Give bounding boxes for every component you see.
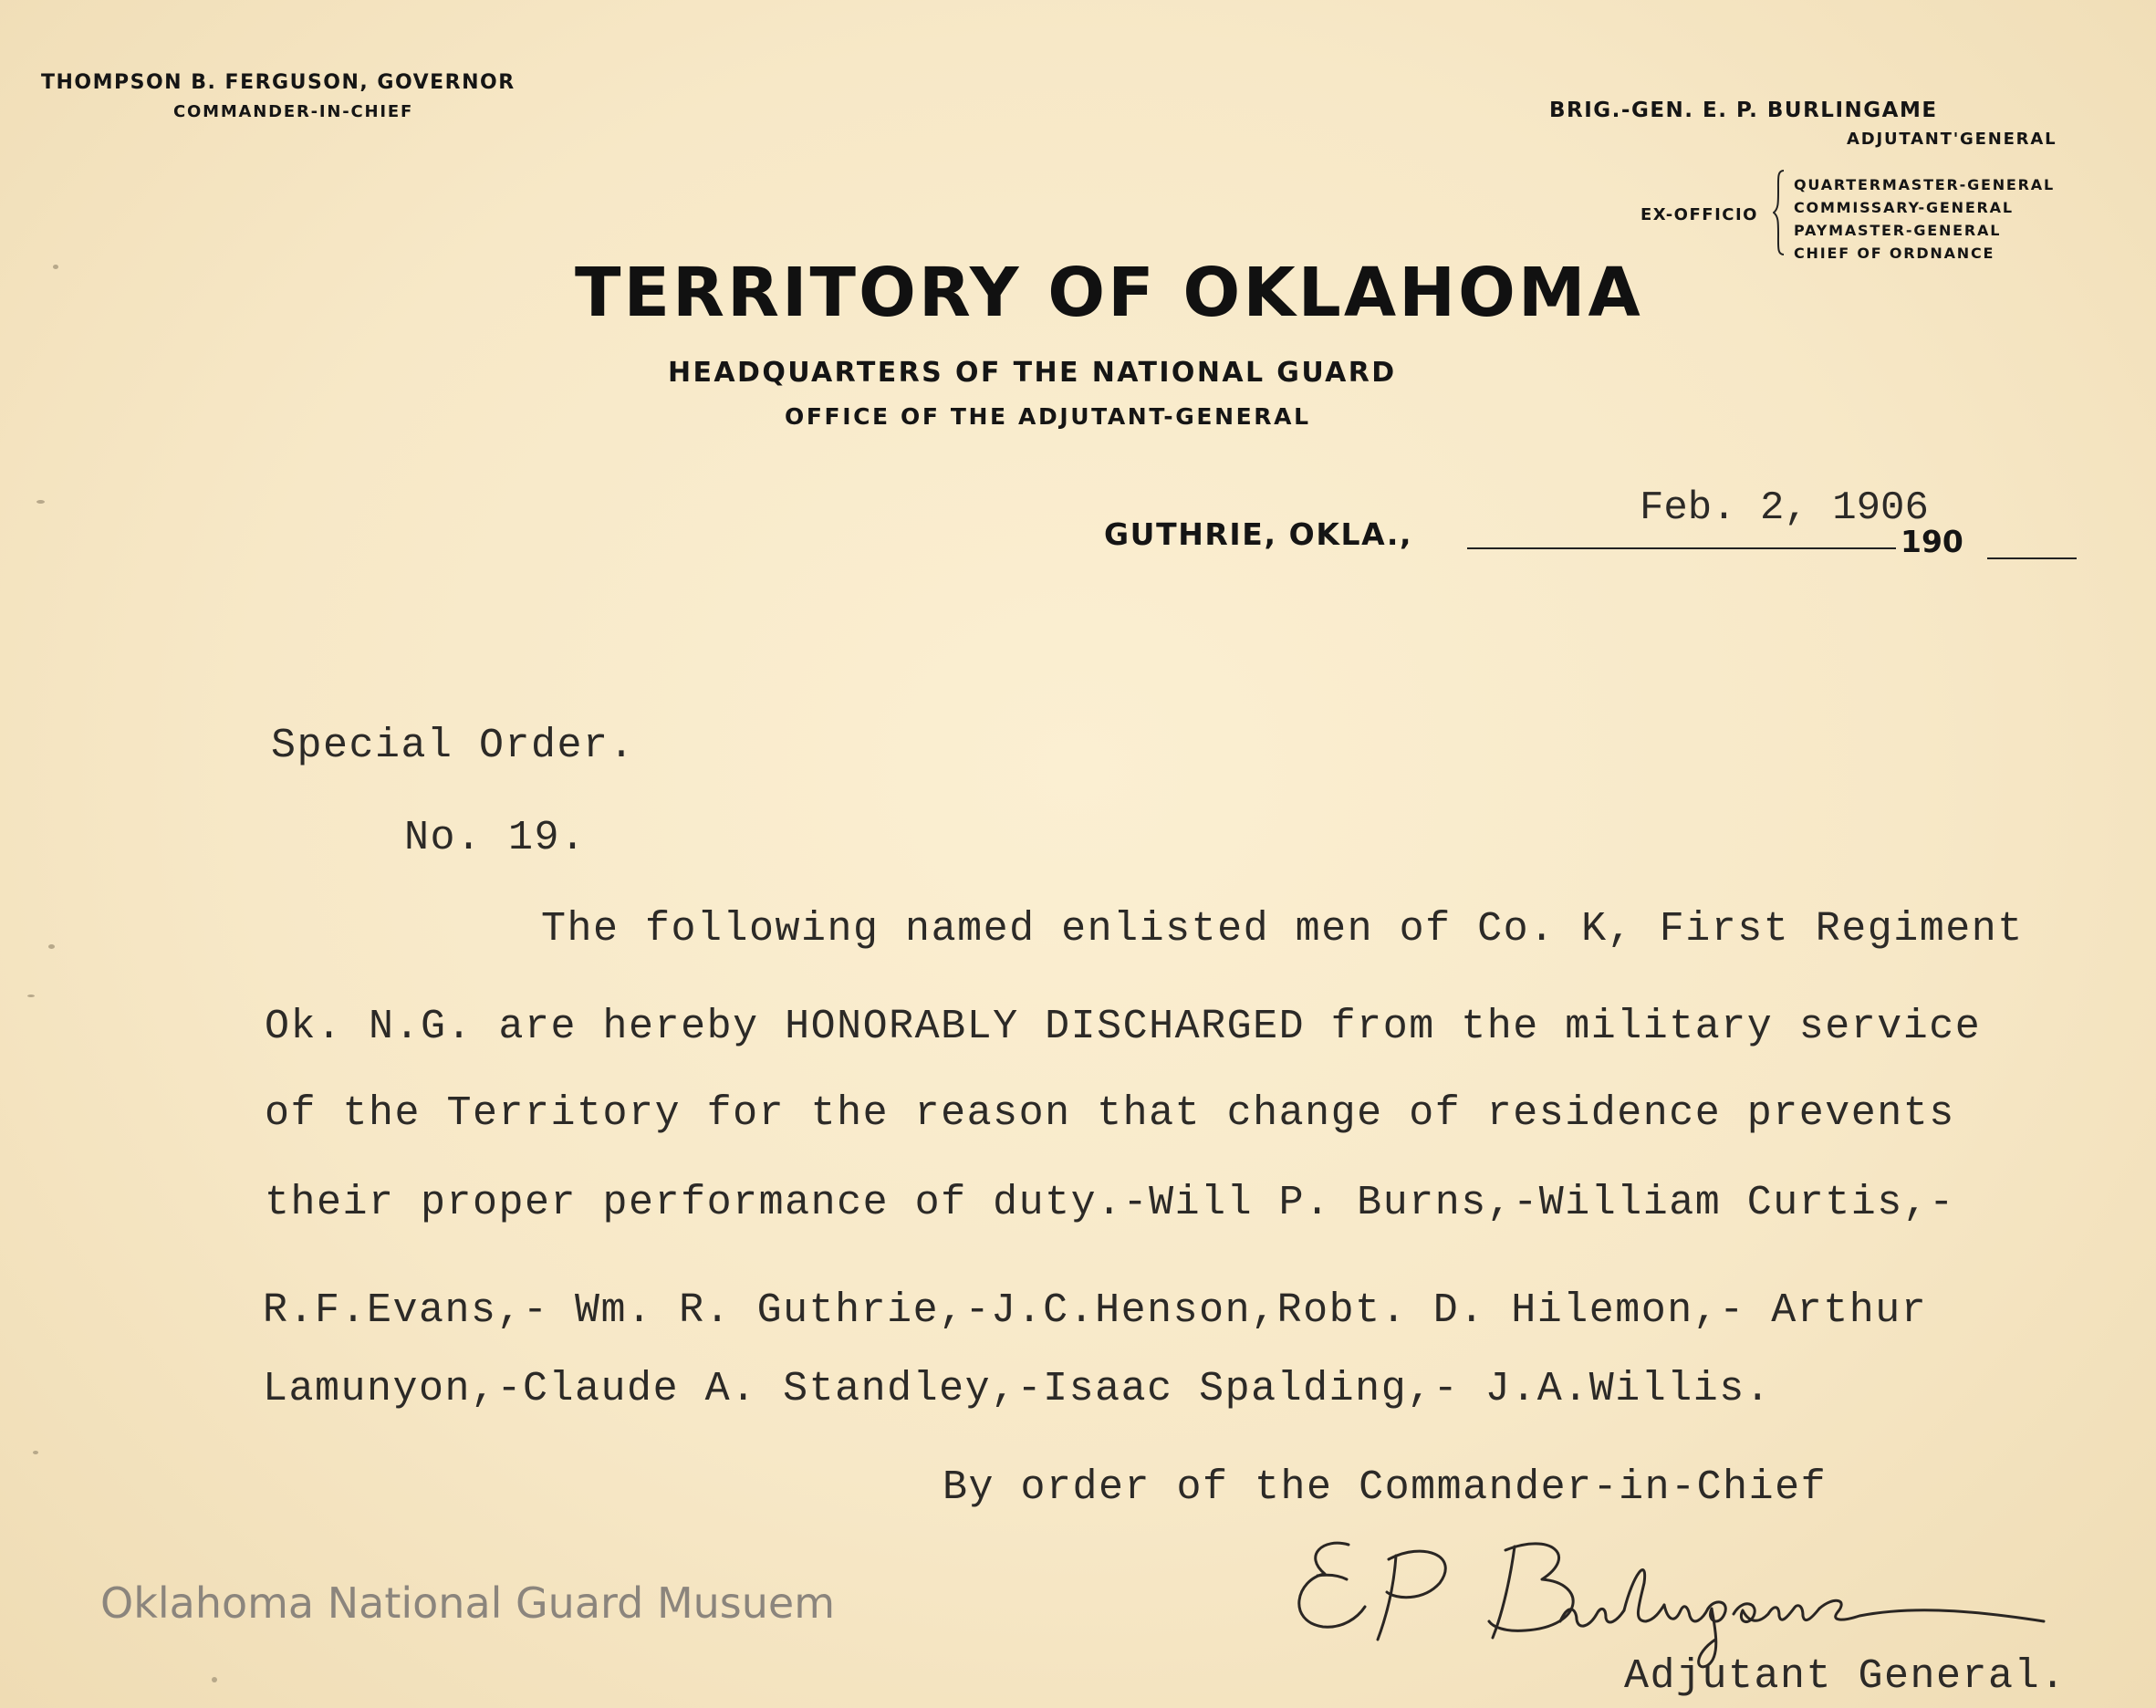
closing-line: By order of the Commander-in-Chief [943,1464,1828,1511]
body-line: of the Territory for the reason that change of residence prevents [265,1090,1955,1137]
handwritten-signature [1286,1519,2071,1674]
letterhead-subtitle-headquarters: HEADQUARTERS OF THE NATIONAL GUARD [668,357,1397,389]
governor-title: COMMANDER-IN-CHIEF [173,102,414,121]
letterhead-subtitle-office: OFFICE OF THE ADJUTANT-GENERAL [785,403,1311,430]
order-number: No. 19. [404,815,587,861]
body-line: The following named enlisted men of Co. K, First Regiment [541,906,2024,953]
order-heading: Special Order. [271,723,636,769]
brace-icon [1773,169,1786,256]
signer-title: Adjutant General. [1624,1653,2067,1700]
museum-watermark: Oklahoma National Guard Musuem [100,1578,836,1628]
role-item: CHIEF OF ORDNANCE [1794,245,1995,262]
role-item: QUARTERMASTER-GENERAL [1794,176,2055,193]
adjutant-name: BRIG.-GEN. E. P. BURLINGAME [1549,99,1938,122]
typed-date: Feb. 2, 1906 [1640,485,1929,531]
body-line: their proper performance of duty.-Will P. Burns,-William Curtis,- [265,1180,1955,1226]
place-line: GUTHRIE, OKLA., [1104,516,1413,552]
role-item: COMMISSARY-GENERAL [1794,199,2014,216]
role-item: PAYMASTER-GENERAL [1794,222,2002,239]
year-rule [1987,557,2077,559]
ex-officio-label: EX-OFFICIO [1640,205,1758,224]
body-line: R.F.Evans,- Wm. R. Guthrie,-J.C.Henson,Robt. D. Hilemon,- Arthur [263,1287,1928,1334]
ex-officio-roles [1794,173,2055,265]
letterhead-title: TERRITORY OF OKLAHOMA [575,254,1643,332]
adjutant-title: ADJUTANT'GENERAL [1847,130,2057,149]
body-line: Lamunyon,-Claude A. Standley,-Isaac Spalding,- J.A.Willis. [263,1366,1772,1412]
governor-name: THOMPSON B. FERGUSON, GOVERNOR [41,71,516,94]
date-rule [1467,547,1896,549]
printed-year: 190 [1901,524,1963,559]
body-line: Ok. N.G. are hereby HONORABLY DISCHARGED from the military service [265,1004,1982,1050]
